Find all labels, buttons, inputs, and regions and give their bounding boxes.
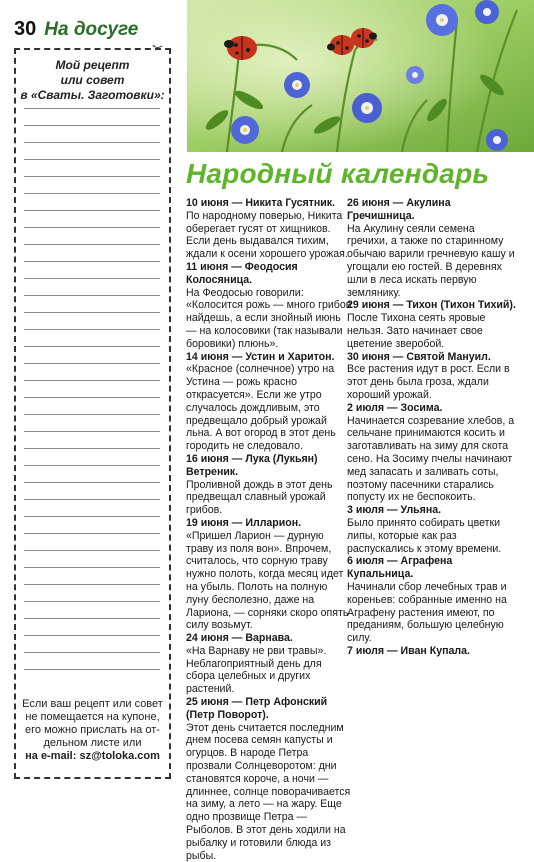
entry-text: На Феодосью говорили: «Колосится рожь — много грибов найдешь, а если знойный июнь — на колосовики (так называли боровики) плюнь». (186, 286, 352, 350)
calendar-entry (347, 299, 517, 350)
entry-date: 2 июля — Зосима. (347, 401, 443, 414)
writing-line (24, 448, 160, 449)
coupon-title-line: Мой рецепт (55, 58, 130, 72)
headline: Народный календарь (186, 158, 490, 189)
writing-line (24, 329, 160, 330)
calendar-entry (186, 696, 352, 862)
writing-line (24, 142, 160, 143)
flowers-ladybugs-photo (187, 0, 534, 152)
calendar-entry (347, 197, 517, 299)
calendar-entry (347, 504, 517, 555)
page-header (14, 18, 138, 46)
entry-date: 6 июля — Аграфена Купальница. (347, 555, 453, 581)
calendar-column-2 (347, 197, 517, 658)
entry-date: 25 июня — Петр Афонский (Петр Поворот). (186, 696, 328, 721)
entry-text: Проливной дождь в этот день предвещал славный урожай грибов. (186, 478, 333, 517)
calendar-entry (186, 632, 352, 696)
page-number: 30 (14, 18, 37, 40)
entry-date: 7 июля — Иван Купала. (347, 644, 470, 657)
coupon-footer-line: дельном листе или (43, 737, 142, 749)
writing-line (24, 669, 160, 670)
entry-text: Все растения идут в рост. Если в этот день была гроза, ждали хороший урожай. (347, 363, 510, 401)
writing-line (24, 618, 160, 619)
entry-text: Этот день считается последним днем посева семян капусты и огурцов. В народе Петра прозвали Солнцеворотом: дни становятся короче, а ночи — длиннее, солнце поворачивается на зиму, а лето — на жару. Еще одно прозвище Петра — Рыболов. В этот день ходили на рыбалку и готовили блюда из рыбы. (186, 721, 351, 862)
entry-text: Начинали сбор лечебных трав и кореньев: собранные именно на Аграфену растения имеют, по преданиям, большую целебную силу. (347, 580, 507, 645)
entry-date: 24 июня — Варнава. (186, 632, 293, 645)
writing-line (24, 295, 160, 296)
writing-line (24, 482, 160, 483)
coupon-footer-line: не помещается на купоне, (25, 711, 160, 723)
writing-line (24, 125, 160, 126)
recipe-coupon (14, 48, 171, 779)
writing-lines[interactable] (24, 108, 160, 688)
calendar-entry (186, 517, 352, 632)
coupon-footer (16, 698, 169, 763)
writing-line (24, 465, 160, 466)
calendar-entry (347, 351, 517, 402)
writing-line (24, 635, 160, 636)
coupon-footer-line: Если ваш рецепт или совет (22, 698, 163, 710)
writing-line (24, 652, 160, 653)
entry-date: 10 июня — Никита Гусятник. (186, 197, 335, 209)
entry-text: После Тихона сеять яровые нельзя. Зато начинает свое цветение зверобой. (347, 312, 486, 350)
writing-line (24, 346, 160, 347)
calendar-entry (186, 261, 352, 351)
calendar-entry (186, 351, 352, 453)
writing-line (24, 227, 160, 228)
writing-line (24, 312, 160, 313)
writing-line (24, 516, 160, 517)
entry-date: 26 июня — Акулина Гречишница. (347, 197, 451, 222)
section-title: На досуге (44, 19, 139, 40)
calendar-entry (347, 645, 517, 658)
coupon-footer-line: его можно прислать на от- (25, 724, 160, 736)
entry-text: На Акулину сеяли семена гречихи, а также по старинному обычаю варили гречневую кашу и угощали ею гостей. В деревнях шли в леса искать первую землянику. (347, 222, 515, 299)
writing-line (24, 108, 160, 109)
entry-date: 14 июня — Устин и Харитон. (186, 350, 335, 363)
entry-text: Было принято собирать цветки липы, которые как раз распускались к этому времени. (347, 516, 502, 555)
writing-line (24, 567, 160, 568)
coupon-title (16, 58, 169, 103)
calendar-column-1 (186, 197, 352, 862)
writing-line (24, 261, 160, 262)
calendar-entry (186, 453, 352, 517)
writing-line (24, 210, 160, 211)
writing-line (24, 431, 160, 432)
entry-text: «Красное (солнечное) утро на Устина — рожь красно открасуется». Если же утро случалось дождливым, это предвещало добрый урожай льна. А вот огород в этот день городить не следовало. (186, 363, 336, 453)
coupon-email: на e-mail: sz@toloka.com (25, 750, 160, 762)
writing-line (24, 380, 160, 381)
writing-line (24, 533, 160, 534)
writing-line (24, 414, 160, 415)
entry-text: Начинается созревание хлебов, а сельчане принимаются косить и заготавливать на зиму для скота сено. На Зосиму пчелы начинают мед запасать и заливать соты, поэтому пасечники старались попусту их не беспокоить. (347, 414, 515, 504)
writing-line (24, 363, 160, 364)
writing-line (24, 550, 160, 551)
calendar-entry (186, 197, 352, 261)
writing-line (24, 244, 160, 245)
entry-date: 11 июня — Феодосия Колосяница. (186, 260, 298, 286)
writing-line (24, 159, 160, 160)
entry-text: По народному поверью, Никита оберегает гусят от хищников. Если день выдавался тихим, ждали к осени хорошего урожая. (186, 209, 348, 261)
entry-date: 29 июня — Тихон (Тихон Тихий). (347, 299, 516, 312)
writing-line (24, 584, 160, 585)
entry-date: 30 июня — Святой Мануил. (347, 350, 491, 363)
calendar-entry (347, 402, 517, 504)
entry-date: 3 июля — Ульяна. (347, 504, 442, 517)
entry-text: «На Варнаву не рви травы». Неблагоприятный день для сбора целебных и других растений. (186, 644, 327, 696)
writing-line (24, 499, 160, 500)
writing-line (24, 193, 160, 194)
coupon-title-line: в «Сваты. Заготовки»: (20, 88, 165, 102)
writing-line (24, 397, 160, 398)
entry-date: 16 июня — Лука (Лукьян) Ветреник. (186, 452, 318, 478)
writing-line (24, 601, 160, 602)
writing-line (24, 176, 160, 177)
coupon-title-line: или совет (60, 73, 125, 87)
entry-text: «Пришел Ларион — дурную траву из поля вон». Впрочем, считалось, что сорную траву нужно полоть, когда месяц идет на убыль. Полоть на полную луну бесполезно, даже на Лариона, — сорняки скоро опять силу возьмут. (186, 529, 349, 632)
entry-date: 19 июня — Илларион. (186, 516, 302, 529)
writing-line (24, 278, 160, 279)
calendar-entry (347, 555, 517, 645)
